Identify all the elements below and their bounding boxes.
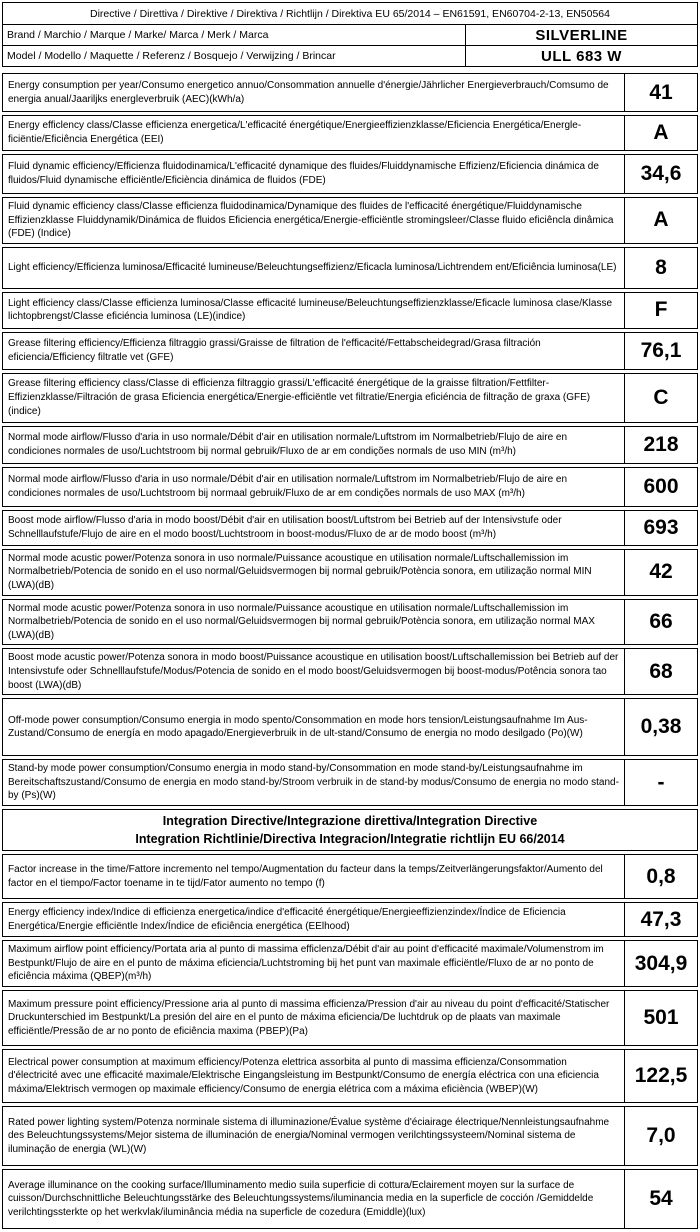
row-value: C	[624, 374, 697, 422]
section-header-line1: Integration Directive/Integrazione direttiva/Integration Directive	[162, 814, 538, 829]
row-value: A	[624, 198, 697, 243]
row-value: 693	[624, 511, 697, 545]
row-label: Normal mode acustic power/Potenza sonora in uso normale/Puissance acoustique en utilisation normale/Luftschallemission im Normalbetrieb/Potencia de sonido en el uso normal/Geluidsvermogen bij normal gebruik/Potència sonora, em utilização normal MAX (LWA)(dB)	[8, 602, 595, 641]
row-label: Boost mode airflow/Flusso d'aria in modo boost/Débit d'air en utilisation boost/Luftstrom bei Betrieb auf der Intensivstufe oder Schnelllaufstufe/Flujo de aire en el modo boost/Luchtstroom in boost-modus/Fluxo de ar de modo boost (m³/h)	[8, 515, 562, 540]
row-value: 600	[624, 468, 697, 506]
model-value: ULL 683 W	[465, 46, 697, 66]
directive-row	[3, 3, 697, 24]
brand-value: SILVERLINE	[465, 25, 697, 45]
table-row-electrical-power-max-eff	[2, 1049, 698, 1103]
integration-directive-header	[2, 809, 698, 851]
row-label: Stand-by mode power consumption/Consumo energia in modo stand-by/Consommation en mode stand-by/Leistungsaufnahme im Bereitschaftszustand/Consumo de energia en modo stand-by/Stroom verbruik in de stand-by modus/Consumo de energia no modo stand-by (Ps)(W)	[8, 763, 619, 802]
row-label: Grease filtering efficiency class/Classe di efficienza filtraggio grassi/L'efficacité énergétique de la graisse filtration/Fettfilter-Effizienzklasse/Filtración de grasa Eficiencia energética/Energie-efficiëntle vet filtratie/Energia eficiéncia de filtração de graxa (GFE)(indice)	[8, 378, 591, 417]
table-row-airflow-max	[2, 467, 698, 507]
table-row-average-illuminance	[2, 1169, 698, 1229]
row-label: Maximum airflow point efficiency/Portata aria al punto di massima efficlenza/Débit d'air au point d'efficacité maximale/Volumenstrom im Bestpunkt/Flujo de aire en el punto de máxima eficiencia/Luchtstroming bij het punt van maximale efficiëntle/Fluxo de ar no ponto de eficiência máxima (QBEP)(m³/h)	[8, 944, 604, 983]
row-value: 34,6	[624, 155, 697, 193]
row-label: Energy efficlency class/Classe efficienza energetica/L'efficacité énergétique/Energieeffizienzklasse/Eficiencia Energética/Energle-ficiëntie/Eficiência Energética (EEI)	[8, 120, 582, 145]
table-row-grease-filtering-class	[2, 373, 698, 423]
row-label: Fluid dynamic efficiency class/Classe efficienza fluidodinamica/Dynamique des fluides de l'efficacité énergétique/Fluiddynamische Effizienzklasse Fluiddynamik/Dinámica de fluidos Eficiencia energética/Energie-efficiëntle stromingsleer/Classe fluido eficiêncla dinâmica (FDE) (Indice)	[8, 201, 614, 240]
row-value: -	[624, 760, 697, 805]
row-label: Energy efficiency index/Indice di efficienza energetica/indice d'efficacité énergétique/Energieeffizienzindex/Índice de Eficiencia Energética/Energie efficiëntle Index/Índice de eficiência energética (EElhood)	[8, 907, 566, 932]
directive-text: Directive / Direttiva / Direktive / Direktiva / Richtlijn / Direktiva EU 65/2014 – EN61591, EN60704-2-13, EN50564	[90, 7, 610, 20]
table-row-grease-filtering	[2, 332, 698, 370]
model-row	[3, 45, 697, 66]
row-value: 8	[624, 248, 697, 288]
table-row-max-pressure-point	[2, 990, 698, 1046]
row-value: 54	[624, 1170, 697, 1228]
table-row-max-airflow-point	[2, 940, 698, 987]
row-label: Light efficiency/Efficienza luminosa/Efficacité lumineuse/Beleuchtungseffizienz/Eficacla luminosa/Lichtrendem ent/Eficiência luminosa(LE)	[8, 261, 617, 273]
row-value: 42	[624, 550, 697, 595]
row-value: 7,0	[624, 1107, 697, 1165]
table-row-rated-power-lighting	[2, 1106, 698, 1166]
row-value: 76,1	[624, 333, 697, 369]
row-label: Boost mode acustic power/Potenza sonora in modo boost/Puissance acoustique en utilisation boost/Luftschallemission bei Betrieb auf der Intensivstufe oder Schnelllaufstufe/Modus/Potencia de sonido en el modo boost/Geluidsvermogen bij boost-modus/Potência sonora tao boost (LWA)(dB)	[8, 652, 619, 691]
row-value: 41	[624, 74, 697, 111]
row-label: Normal mode airflow/Flusso d'aria in uso normale/Débit d'air en utilisation normale/Luftstrom im Normalbetrieb/Flujo de aire en condiciones normales de uso/Luchtstroom bij normaal gebruik/Fluxo de ar em condições normals de uso MAX (m³/h)	[8, 474, 568, 499]
row-value: 122,5	[624, 1050, 697, 1102]
row-value: 66	[624, 600, 697, 645]
row-label: Energy consumption per year/Consumo energetico annuo/Consommation annuelle d'énergie/Jährlicher Energieverbrauch/Comsumo de energia anual/Jaariljks energleverbruik (AEC)(kWh/a)	[8, 79, 609, 105]
section-header-line2: Integration Richtlinie/Directiva Integracion/Integratie richtlijn EU 66/2014	[135, 832, 565, 847]
model-label: Model / Modello / Maquette / Referenz / Bosquejo / Verwijzing / Brincar	[7, 50, 336, 62]
row-value: 47,3	[624, 903, 697, 936]
row-label: Off-mode power consumption/Consumo energia in modo spento/Consommation en mode hors tension/Leistungsaufnahme Im Aus-Zustand/Consumo de energía en modo apagado/Energieverbruik in de ult-stand/Consumo de energia no modo desilgado (Po)(W)	[8, 714, 588, 740]
table-row-energy-class	[2, 115, 698, 151]
row-value: 0,38	[624, 699, 697, 755]
table-row-boost-airflow	[2, 510, 698, 546]
table-row-off-mode-power	[2, 698, 698, 756]
row-value: F	[624, 293, 697, 328]
row-value: 68	[624, 649, 697, 694]
row-value: 0,8	[624, 855, 697, 898]
table-row-boost-acoustic	[2, 648, 698, 695]
brand-row	[3, 24, 697, 45]
brand-label: Brand / Marchio / Marque / Marke/ Marca / Merk / Marca	[7, 29, 269, 41]
row-label: Light efficiency class/Classe efficienza luminosa/Classe efficacité lumineuse/Beleuchtungseffizienzklasse/Eficacle luminosa clase/Klasse lichtopbrengst/Classe eficiéncia luminosa (LE)(indice)	[8, 297, 613, 323]
row-label: Normal mode airflow/Flusso d'aria in uso normale/Débit d'air en utilisation normale/Luftstrom im Normalbetrieb/Flujo de aire en condiciones normales de uso/Luchtstroom bij normal gebruik/Fluxo de ar em condições normals de uso MIN (m³/h)	[8, 432, 568, 457]
table-row-fluid-dynamic-class	[2, 197, 698, 244]
energy-label-datasheet	[2, 2, 698, 1229]
table-row-standby-power	[2, 759, 698, 806]
table-row-factor-increase	[2, 854, 698, 899]
table-row-acoustic-max	[2, 599, 698, 646]
table-row-fluid-dynamic-efficiency	[2, 154, 698, 194]
row-label: Maximum pressure point efficiency/Pressione aria al punto di massima efficienza/Pression d'air au niveau du point d'efficacité/Statischer Druckunterschied im Bestpunkt/La presión del aire en el punto de máxima eficiencia/De luchtdruk op de plaats van maximale efficiëntle/Pressão de ar no ponto de eficiência maxima (PBEP)(Pa)	[8, 998, 610, 1037]
row-label: Normal mode acustic power/Potenza sonora in uso normale/Puissance acoustique en utilisation normale/Luftschallemission im Normalbetrieb/Potencia de sonido en el uso normal/Geluidsvermogen bij normal gebruik/Potència sonora, em utilização normal MIN (LWA)(dB)	[8, 552, 592, 591]
row-value: 218	[624, 427, 697, 463]
table-row-light-efficiency-class	[2, 292, 698, 329]
row-label: Fluid dynamic efficiency/Efficienza fluidodinamica/L'efficacité dynamique des fluides/Fluiddynamische Effizienz/Eficiencia dinámica de fluidos/Fluid dynamische efficiëntle/Eficiència dinámica de fluidos (FDE)	[8, 161, 599, 186]
table-row-airflow-min	[2, 426, 698, 464]
row-label: Average illuminance on the cooking surface/Illuminamento medio suila superficie di cottura/Eclairement moyen sur la surface de cuisson/Durchschnittliche Beleuchtungsstärke des Beleuchtungssystems/iluminancia media en la superficle de cocción /Gemiddelde verilchtingssterkte op het werkvlak/iluminância média na superficle de cozedura (Emiddle)(lux)	[8, 1179, 594, 1218]
row-label: Grease filtering efficiency/Efficienza filtraggio grassi/Graisse de filtration de l'efficacité/Fettabscheidegrad/Grasa filtración eficiencia/Efficiency filtratle vet (GFE)	[8, 338, 541, 363]
row-value: A	[624, 116, 697, 150]
row-label: Rated power lighting system/Potenza norminale sistema di illuminazione/Évalue système d'éciairage électrique/Nennleistungsaufnahme des Beleuchtungssystems/Mejor sistema de illuminación de energia/Nominal vermogen verilchtingssysteem/Nominal sistema de iluminação de energia (WL)(W)	[8, 1116, 610, 1155]
row-value: 304,9	[624, 941, 697, 986]
table-row-light-efficiency	[2, 247, 698, 289]
table-row-energy-consumption	[2, 73, 698, 112]
row-label: Electrical power consumption at maximum efficiency/Potenza elettrica assorbita al punto di massima efficienza/Consommation d'électricité avec une efficacité maximale/Elektrische Eingangsleistung im Bestpunkt/Consumo de energía eléctrica con una eficiencia máxima/Elektrisch vermogen op maximale efficiency/Consumo de energia elétrica com a máxima eficiència (WBEP)(W)	[8, 1056, 599, 1095]
row-value: 501	[624, 991, 697, 1045]
header-table	[2, 2, 698, 67]
table-row-acoustic-min	[2, 549, 698, 596]
row-label: Factor increase in the time/Fattore incremento nel tempo/Augmentation du facteur dans la temps/Zeitverlängerungsfaktor/Aumento del factor en el tiempo/Factor toename in te tijd/Fator aumento no tempo (f)	[8, 864, 603, 889]
table-row-energy-efficiency-index	[2, 902, 698, 937]
